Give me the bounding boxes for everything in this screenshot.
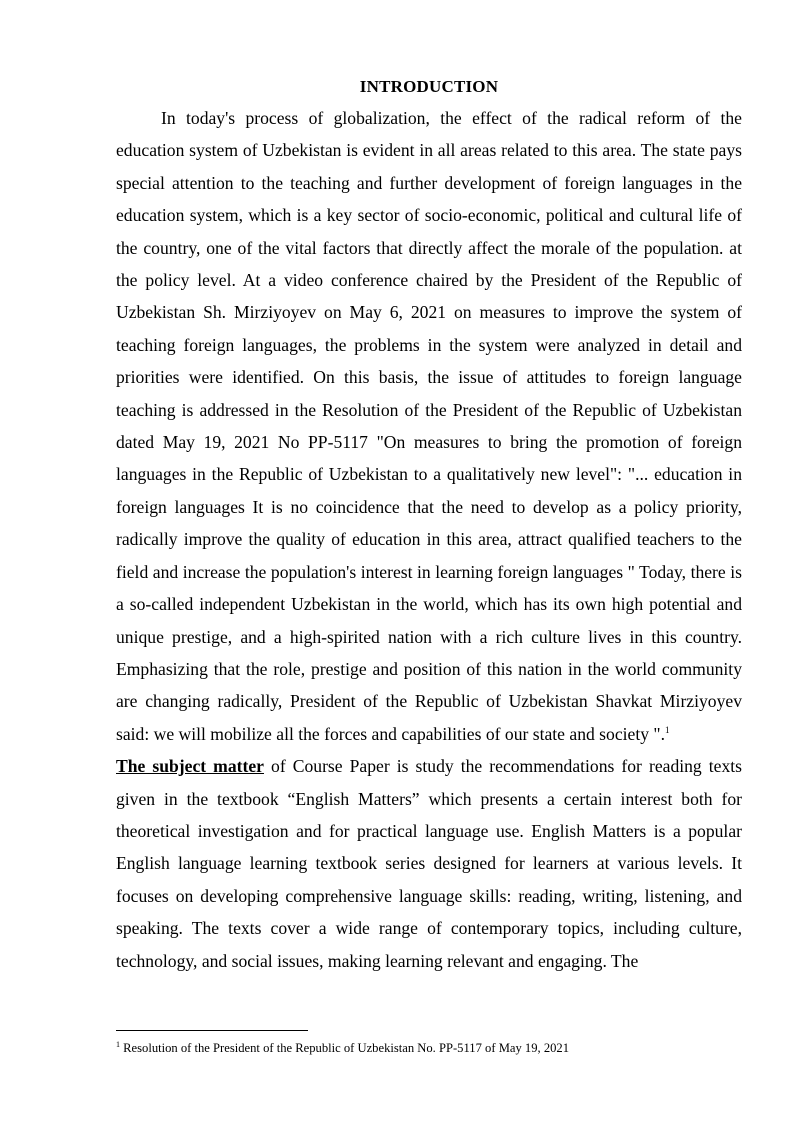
document-title: INTRODUCTION (359, 77, 499, 96)
footnote-reference[interactable]: 1 (665, 724, 670, 735)
footnote-text: Resolution of the President of the Republic of Uzbekistan No. PP-5117 of May 19, 2021 (120, 1041, 570, 1055)
document-page (116, 76, 742, 977)
subject-matter-label: The subject matter (116, 756, 264, 777)
subject-matter-paragraph (116, 750, 742, 977)
footnote-number: 1 (116, 1039, 120, 1049)
intro-paragraph-text: In today's process of globalization, the effect of the radical reform of the education system of Uzbekistan is evident in all areas related to this area. The state pays special attention to the teaching and further development of foreign languages in the education system, which is a key sector of socio-economic, political and cultural life of the country, one of the vital factors that directly affect the morale of the population. at the policy level. At a video conference chaired by the President of the Republic of Uzbekistan Sh. Mirziyoyev on May 6, 2021 on measures to improve the system of teaching foreign languages, the problems in the system were analyzed in detail and priorities were identified. On this basis, the issue of attitudes to foreign language teaching is addressed in the Resolution of the President of the Republic of Uzbekistan dated May 19, 2021 No PP-5117 "On measures to bring the promotion of foreign languages in the Republic of Uzbekistan to a qualitatively new level": "... education in foreign languages It is no coincidence that the need to develop as a policy priority, radically improve the quality of education in this area, attract qualified teachers to the field and increase the population's interest in learning foreign languages " Today, there is a so-called independent Uzbekistan in the world, which has its own high potential and unique prestige, and a high-spirited nation with a rich culture lives in this country. Emphasizing that the role, prestige and position of this nation in the world community are changing radically, President of the Republic of Uzbekistan Shavkat Mirziyoyev said: we will mobilize all the forces and capabilities of our state and society ". (116, 108, 742, 744)
subject-matter-text: of Course Paper is study the recommendations for reading texts given in the textbook “English Matters” which presents a certain interest both for theoretical investigation and for practical language use. English Matters is a popular English language learning textbook series designed for learners at various levels. It focuses on developing comprehensive language skills: reading, writing, listening, and speaking. The texts cover a wide range of contemporary topics, including culture, technology, and social issues, making learning relevant and engaging. The (116, 756, 743, 971)
footnote (116, 1040, 742, 1056)
footnote-separator (116, 1030, 308, 1031)
intro-paragraph (116, 102, 742, 750)
